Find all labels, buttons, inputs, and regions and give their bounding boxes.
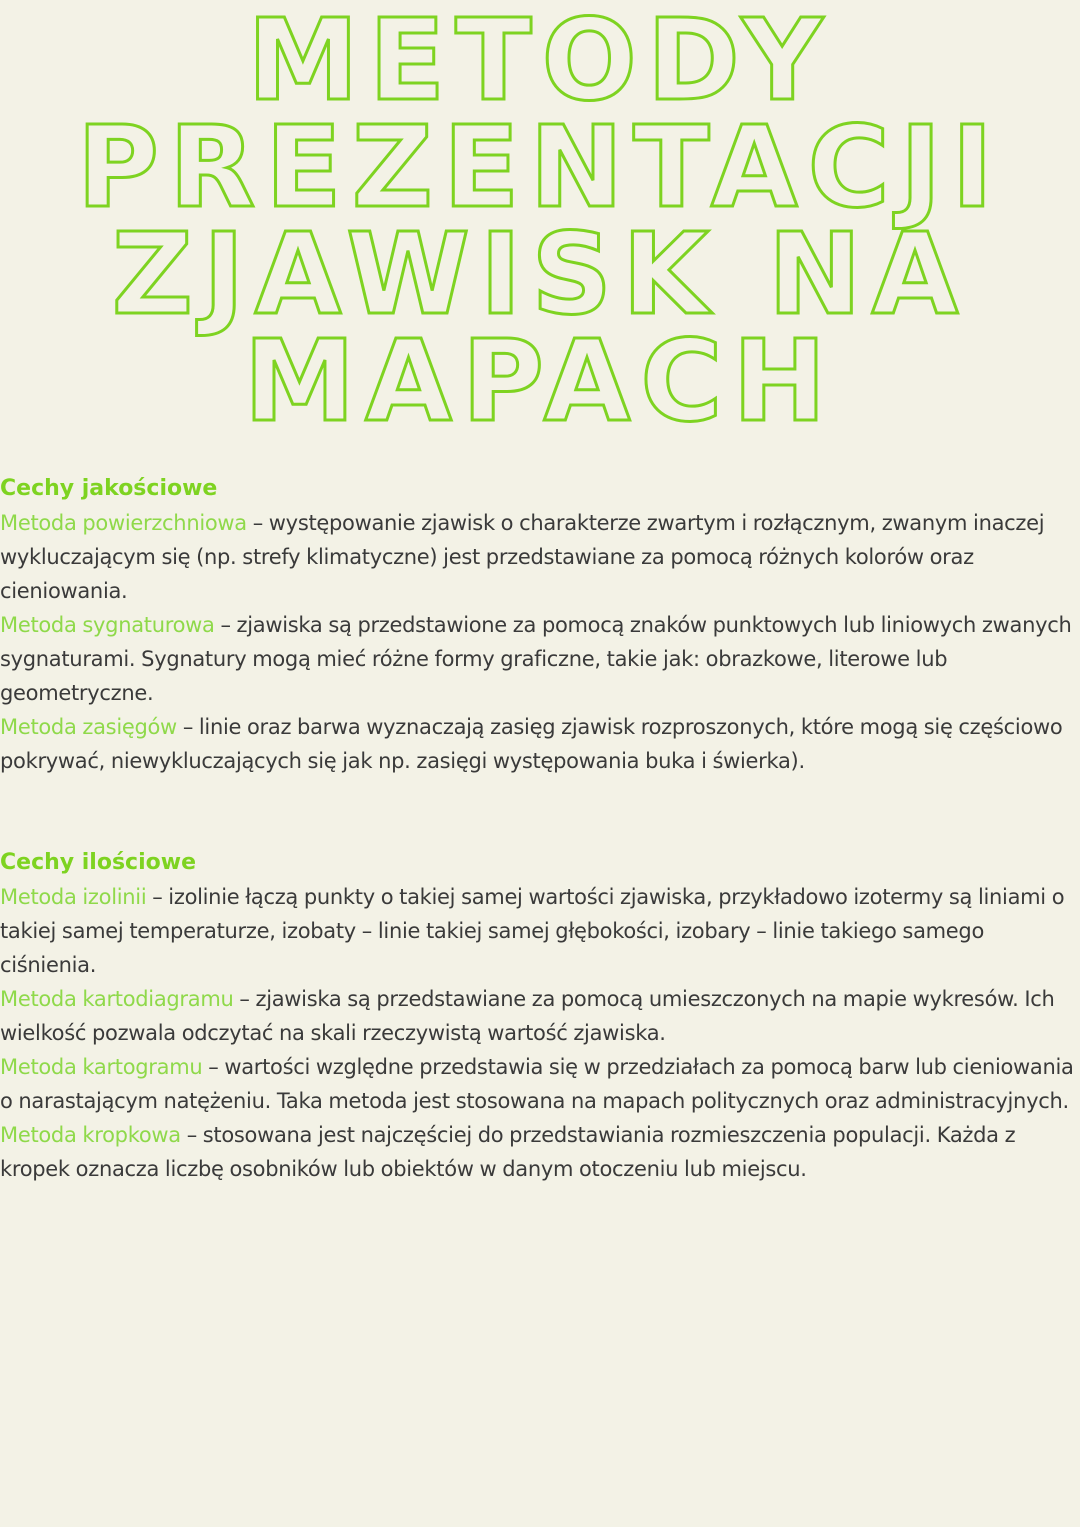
method-description: – izolinie łączą punkty o takiej samej wartości zjawiska, przykładowo izotermy są liniami o takiej samej temperaturze, izobaty – linie takiej samej głębokości, izobary – linie takiego samego ciśnienia. [0, 885, 1065, 977]
method-paragraph [0, 506, 1080, 608]
method-description: – zjawiska są przedstawione za pomocą znaków punktowych lub liniowych zwanych sygnaturami. Sygnatury mogą mieć różne formy graficzne, takie jak: obrazkowe, literowe lub geometryczne. [0, 613, 1072, 705]
method-name: Metoda kropkowa [0, 1123, 181, 1147]
method-paragraph [0, 608, 1080, 710]
method-name: Metoda powierzchniowa [0, 511, 247, 535]
method-paragraph [0, 982, 1080, 1050]
method-description: – występowanie zjawisk o charakterze zwartym i rozłącznym, zwanym inaczej wykluczającym się (np. strefy klimatyczne) jest przedstawiane za pomocą różnych kolorów oraz cieniowania. [0, 511, 1045, 603]
title-line: PREZENTACJI [76, 103, 1004, 233]
title-line: METODY [247, 0, 833, 126]
method-description: – linie oraz barwa wyznaczają zasięg zjawisk rozproszonych, które mogą się częściowo pokrywać, niewykluczających się jak np. zasięgi występowania buka i świerka). [0, 715, 1063, 773]
title-line: MAPACH [243, 317, 837, 447]
method-name: Metoda kartogramu [0, 1055, 203, 1079]
page-title [0, 0, 1080, 447]
section-heading: Cechy jakościowe [0, 476, 218, 501]
method-paragraph [0, 880, 1080, 982]
method-name: Metoda sygnaturowa [0, 613, 215, 637]
method-paragraph [0, 1050, 1080, 1118]
method-name: Metoda zasięgów [0, 715, 177, 739]
section-heading: Cechy ilościowe [0, 850, 197, 875]
method-description: – zjawiska są przedstawiane za pomocą umieszczonych na mapie wykresów. Ich wielkość pozwala odczytać na skali rzeczywistą wartość zjawiska. [0, 987, 1055, 1045]
method-description: – wartości względne przedstawia się w przedziałach za pomocą barw lub cieniowania o narastającym natężeniu. Taka metoda jest stosowana na mapach politycznych oraz administracyjnych. [0, 1055, 1074, 1113]
section-quantitative-features [0, 846, 1080, 1186]
title-line: ZJAWISK NA [111, 210, 969, 340]
method-paragraph [0, 1118, 1080, 1186]
method-description: – stosowana jest najczęściej do przedstawiania rozmieszczenia populacji. Każda z kropek oznacza liczbę osobników lub obiektów w danym otoczeniu lub miejscu. [0, 1123, 1016, 1181]
method-name: Metoda kartodiagramu [0, 987, 234, 1011]
section-qualitative-features [0, 472, 1080, 778]
method-paragraph [0, 710, 1080, 778]
method-name: Metoda izolinii [0, 885, 147, 909]
